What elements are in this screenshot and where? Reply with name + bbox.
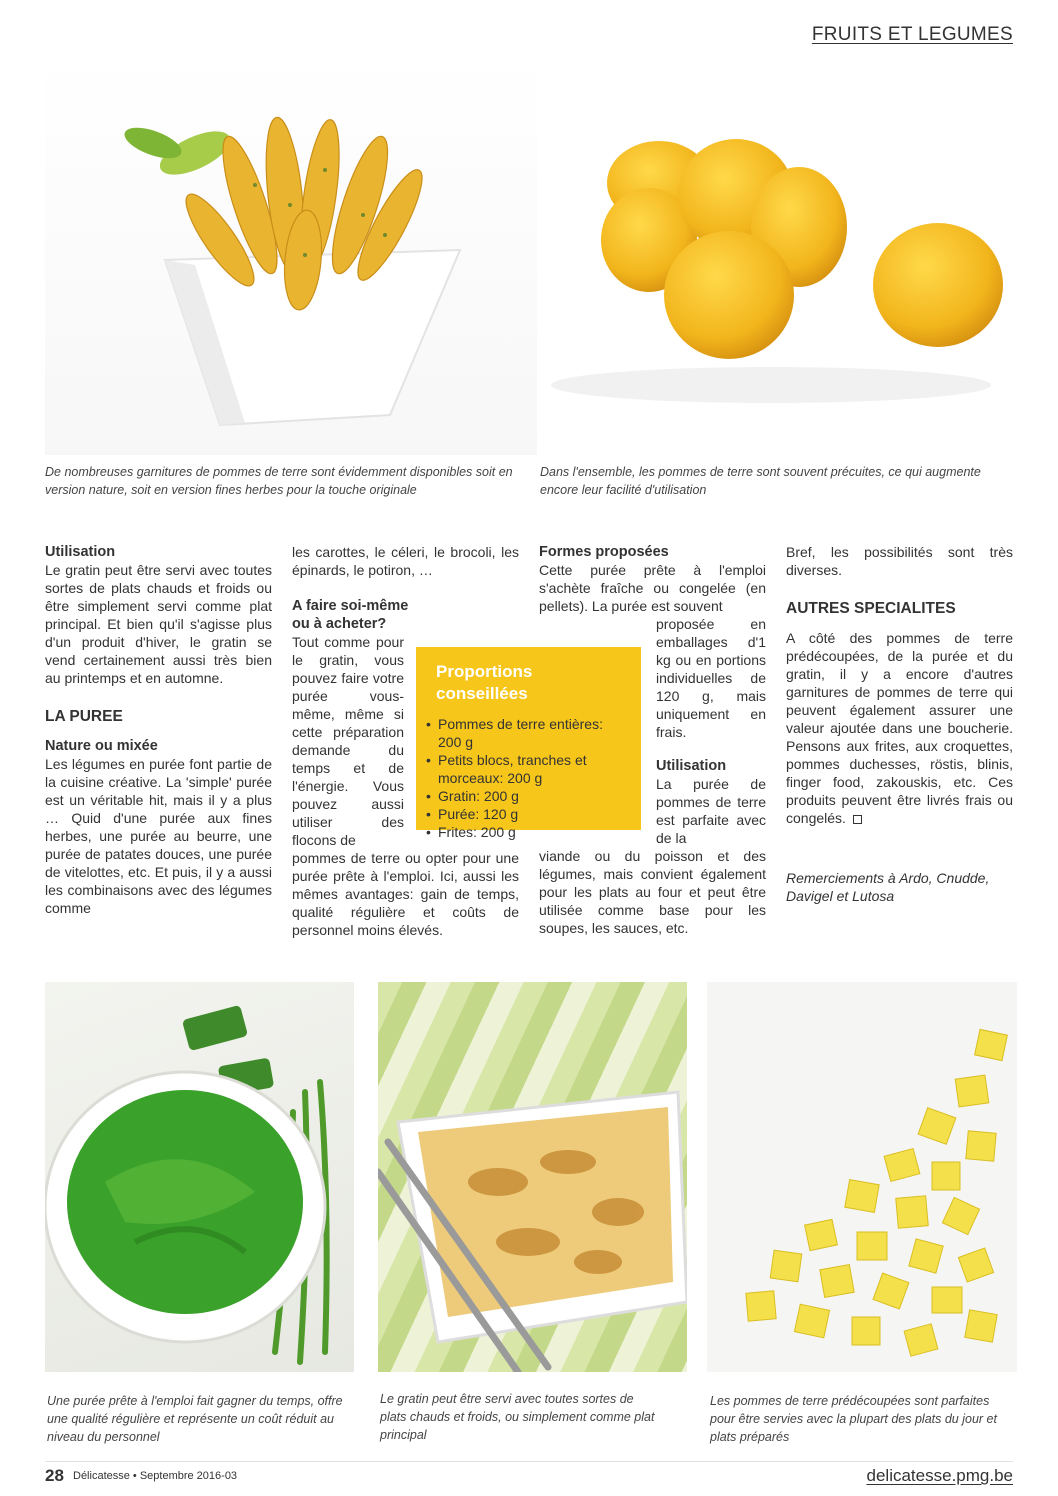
proportions-item: • Petits blocs, tranches et morceaux: 200 g	[426, 751, 623, 787]
heading-autres-specialites: AUTRES SPECIALITES	[786, 600, 956, 617]
end-mark-icon	[853, 815, 862, 824]
section-label: FRUITS ET LEGUMES	[811, 24, 1013, 45]
heading-nature-ou-mixee: Nature ou mixée	[45, 738, 158, 754]
text-utilisation: Le gratin peut être servi avec toutes sortes de plats chauds et froids ou être simplement servi comme plat principal. Et bien qu'il s'agisse plus d'un produit d'hiver, le gratin se vend certainement aussi très bien au printemps et en automne.	[45, 562, 272, 686]
heading-utilisation: Utilisation	[45, 544, 116, 560]
magazine-info: Délicatesse • Septembre 2016-03	[73, 1470, 238, 1482]
text-remerciements: Remerciements à Ardo, Cnudde, Davigel et Lutosa	[786, 870, 990, 904]
page-number: 28	[45, 1466, 64, 1485]
column-1	[45, 543, 272, 917]
text-a-faire-narrow: Tout comme pour le gratin, vous pouvez faire votre purée vous-même, même si cette préparation demande du temps et de l'énergie. Vous pouvez aussi utiliser des flocons de	[292, 634, 404, 848]
photo-peeled-potatoes	[541, 55, 1004, 455]
website-link[interactable]: delicatesse.pmg.be	[866, 1466, 1013, 1485]
text-utilisation-narrow: La purée de pommes de terre est parfaite avec de la	[656, 776, 766, 846]
text-formes-narrow: proposée en emballages d'1 kg ou en portions individuelles de 120 g, mais uniquement en frais.	[656, 616, 766, 740]
proportions-item: • Purée: 120 g	[426, 805, 623, 823]
heading-formes-proposees: Formes proposées	[539, 544, 669, 560]
heading-a-faire-soi-meme: A faire soi-même ou à acheter?	[292, 598, 409, 632]
peeled-potatoes-illustration	[541, 55, 1004, 455]
caption-bottom-right: Les pommes de terre prédécoupées sont parfaites pour être servies avec la plupart des plats du jour et plats préparés	[710, 1394, 997, 1444]
text-nature-ou-mixee: Les légumes en purée font partie de la cuisine créative. La 'simple' purée est un véritable hit, mais il y a plus … Quid d'une purée aux fines herbes, une purée au beurre, une purée de patates douces, une purée de vitelottes, etc. Et puis, il y a aussi les combinaisons avec des légumes comme	[45, 756, 272, 916]
heading-la-puree: LA PUREE	[45, 708, 123, 725]
proportions-item: • Frites: 200 g	[426, 823, 623, 841]
photo-diced-potatoes	[707, 982, 1017, 1372]
caption-top-left: De nombreuses garnitures de pommes de terre sont évidemment disponibles soit en version nature, soit en version fines herbes pour la touche originale	[45, 465, 513, 497]
text-utilisation-wide: viande ou du poisson et des légumes, mais convient également pour les plats au four et peut être utilisée comme base pour les soupes, les sauces, etc.	[539, 848, 766, 936]
proportions-box	[416, 647, 641, 840]
proportions-title: Proportions conseillées	[436, 662, 533, 703]
text-col2-continued: les carottes, le céleri, le brocoli, les épinards, le potiron, …	[292, 544, 519, 578]
photo-potato-wedges	[45, 55, 537, 455]
photo-gratin	[378, 982, 687, 1372]
green-puree-illustration	[45, 982, 354, 1372]
gratin-illustration	[378, 982, 687, 1372]
caption-bottom-middle: Le gratin peut être servi avec toutes sortes de plats chauds et froids, ou simplement comme plat principal	[380, 1392, 655, 1442]
column-4	[786, 543, 1013, 905]
text-formes-wide: Cette purée prête à l'emploi s'achète fraîche ou congelée (en pellets). La purée est souvent	[539, 562, 766, 614]
text-bref: Bref, les possibilités sont très diverses.	[786, 544, 1013, 578]
heading-utilisation-2: Utilisation	[656, 758, 727, 774]
potato-wedges-illustration	[45, 55, 537, 455]
proportions-list	[426, 715, 623, 841]
text-autres-specialites: A côté des pommes de terre prédécoupées, de la purée et du gratin, il y a encore d'autres garnitures de pommes de terre qui peuvent également assurer une valeur ajoutée dans une boucherie. Pensons aux frites, aux croquettes, pommes duchesses, röstis, blinis, finger food, zakouskis, etc. Ces produits peuvent être livrés frais ou congelés.	[786, 630, 1013, 826]
diced-potatoes-illustration	[707, 982, 1017, 1372]
text-a-faire-wide: pommes de terre ou opter pour une purée prête à l'emploi. Ici, aussi les mêmes avantages: gain de temps, qualité régulière et coûts de personnel moins élevés.	[292, 850, 519, 938]
caption-top-right: Dans l'ensemble, les pommes de terre sont souvent précuites, ce qui augmente encore leur facilité d'utilisation	[540, 465, 981, 497]
photo-green-puree	[45, 982, 354, 1372]
caption-bottom-left: Une purée prête à l'emploi fait gagner du temps, offre une qualité régulière et représente un coût réduit au niveau du personnel	[47, 1394, 343, 1444]
proportions-item: • Gratin: 200 g	[426, 787, 623, 805]
proportions-item: • Pommes de terre entières: 200 g	[426, 715, 623, 751]
page-footer	[45, 1461, 1013, 1485]
